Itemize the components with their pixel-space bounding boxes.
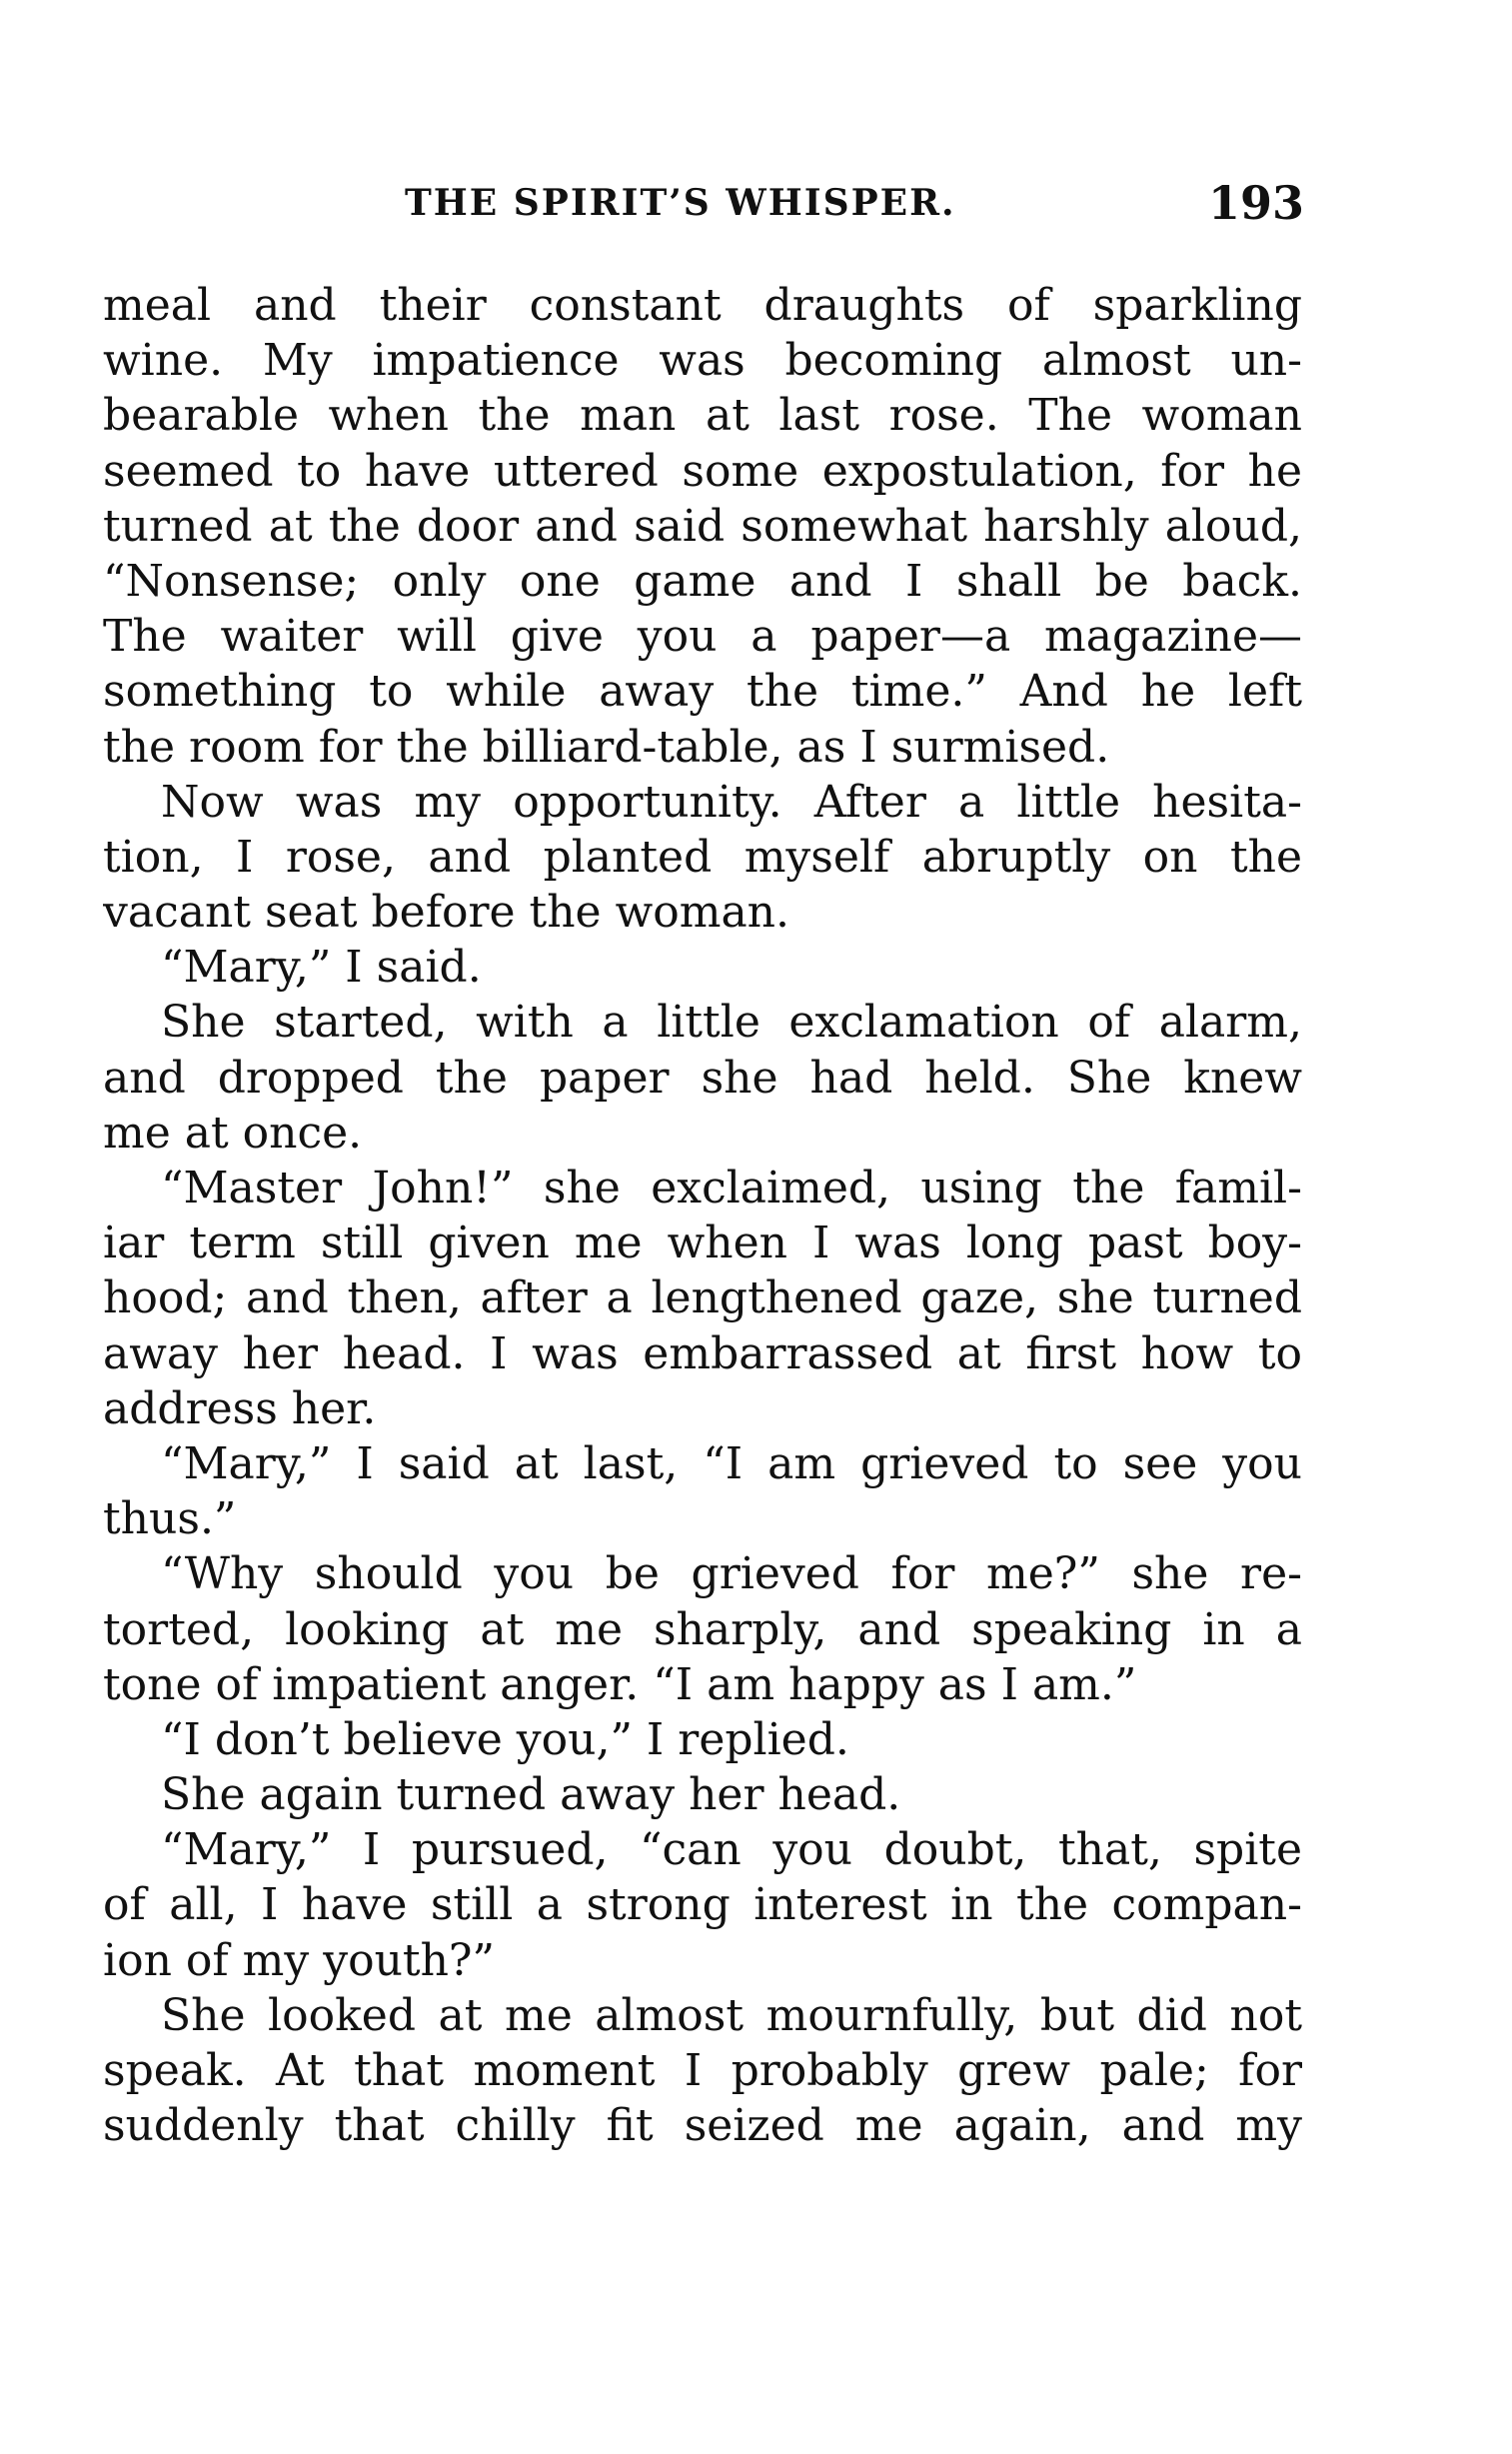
text-line: ion of my youth?” <box>103 1934 496 1986</box>
text-line: address her. <box>103 1382 377 1434</box>
text-line: away her head. I was embarrassed at first how to <box>103 1327 1302 1379</box>
text-line: “Master John!” she exclaimed, using the famil- <box>161 1163 1302 1214</box>
text-line: She started, with a little exclamation of alarm, <box>161 997 1302 1049</box>
body-text <box>103 278 1302 2153</box>
text-line: me at once. <box>103 1107 363 1159</box>
text-line: something to while away the time.” And he left <box>103 666 1302 718</box>
text-line: Now was my opportunity. After a little hesita- <box>161 776 1302 828</box>
text-line: tone of impatient anger. “I am happy as I am.” <box>103 1658 1137 1710</box>
text-line: seemed to have uttered some expostulation, for he <box>103 445 1302 497</box>
text-line: “Mary,” I pursued, “can you doubt, that, spite <box>161 1824 1302 1876</box>
text-line: “Why should you be grieved for me?” she re- <box>161 1548 1302 1600</box>
text-line: wine. My impatience was becoming almost un- <box>103 335 1302 387</box>
text-line: of all, I have still a strong interest in the compan- <box>103 1879 1302 1931</box>
text-line: “Mary,” I said. <box>161 942 482 994</box>
text-line: The waiter will give you a paper—a magazine— <box>103 611 1302 663</box>
text-line: “Mary,” I said at last, “I am grieved to see you <box>161 1437 1302 1489</box>
running-title: THE SPIRIT’S WHISPER. <box>405 182 956 224</box>
text-line: the room for the billiard-table, as I surmised. <box>103 721 1110 773</box>
text-line: thus.” <box>103 1493 237 1545</box>
text-line: torted, looking at me sharply, and speaking in a <box>103 1603 1302 1655</box>
text-line: She looked at me almost mournfully, but did not <box>161 1989 1302 2041</box>
running-head <box>405 176 1304 252</box>
text-line: tion, I rose, and planted myself abruptly on the <box>103 831 1302 883</box>
text-line: turned at the door and said somewhat harshly aloud, <box>103 500 1302 552</box>
text-line: vacant seat before the woman. <box>103 887 790 939</box>
text-line: speak. At that moment I probably grew pale; for <box>103 2045 1302 2096</box>
text-line: and dropped the paper she had held. She knew <box>103 1052 1302 1104</box>
text-line: She again turned away her head. <box>161 1769 901 1821</box>
page-number: 193 <box>1207 176 1304 230</box>
text-line: hood; and then, after a lengthened gaze, she turned <box>103 1272 1302 1324</box>
text-line: meal and their constant draughts of sparkling <box>103 280 1302 331</box>
text-line: “I don’t believe you,” I replied. <box>161 1713 849 1765</box>
text-line: iar term still given me when I was long past boy- <box>103 1218 1302 1269</box>
text-line: bearable when the man at last rose. The woman <box>103 390 1302 442</box>
text-line: “Nonsense; only one game and I shall be back. <box>103 555 1302 607</box>
text-line: suddenly that chilly fit seized me again, and my <box>103 2100 1302 2152</box>
